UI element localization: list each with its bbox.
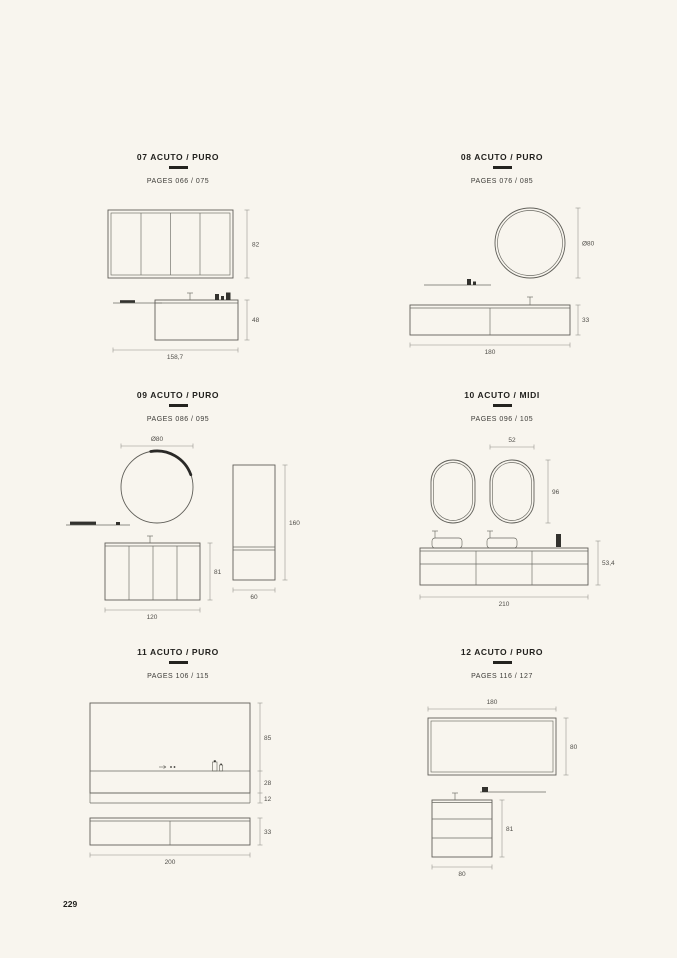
title-underline bbox=[169, 166, 188, 169]
dim-vanity-height bbox=[596, 541, 616, 585]
dim-total-width bbox=[90, 853, 250, 867]
dim-vanity-height bbox=[500, 800, 514, 857]
dimension-label: 33 bbox=[264, 829, 272, 836]
section-header bbox=[372, 647, 632, 680]
dimension-label: Ø80 bbox=[150, 436, 164, 443]
dim-total-width bbox=[410, 343, 570, 357]
mirror bbox=[108, 210, 233, 278]
shelf bbox=[66, 522, 130, 525]
product-section-10 bbox=[372, 390, 632, 635]
product-section-11 bbox=[48, 647, 308, 882]
section-title: 12 ACUTO / PURO bbox=[460, 647, 544, 657]
dimension-label: Ø80 bbox=[582, 240, 595, 248]
dim-mirror-diameter bbox=[576, 208, 595, 278]
shelf-accessories bbox=[159, 760, 223, 771]
dim-mirror-height bbox=[564, 718, 578, 775]
technical-drawing-11 bbox=[48, 695, 308, 880]
dimension-label: 82 bbox=[252, 241, 260, 249]
dim-mirror-diameter bbox=[121, 436, 193, 449]
dimension-label: 158,7 bbox=[166, 354, 184, 361]
dimension-label: 160 bbox=[289, 520, 300, 527]
vanity-unit bbox=[420, 548, 588, 585]
dimension-label: 180 bbox=[484, 349, 496, 356]
dim-vanity-height bbox=[258, 818, 272, 845]
shelf bbox=[480, 787, 546, 792]
product-section-08 bbox=[372, 152, 632, 382]
vanity-unit bbox=[90, 818, 250, 845]
dimension-label: 210 bbox=[498, 601, 510, 608]
section-header bbox=[48, 647, 308, 680]
dimension-label: 48 bbox=[252, 317, 260, 324]
dimension-label: 52 bbox=[508, 437, 516, 444]
dim-mirror-height bbox=[546, 460, 560, 523]
section-header bbox=[48, 152, 308, 185]
dimension-label: 53,4 bbox=[602, 560, 615, 567]
dimension-label: 81 bbox=[506, 826, 514, 833]
section-pages: PAGES 076 / 085 bbox=[470, 177, 534, 185]
dimension-label: 180 bbox=[486, 699, 498, 706]
mirror bbox=[428, 718, 556, 775]
dim-vanity-height bbox=[576, 305, 590, 335]
vanity-unit bbox=[410, 297, 570, 335]
dim-column-height bbox=[283, 465, 301, 580]
section-header bbox=[48, 390, 308, 423]
dim-column-width bbox=[233, 588, 275, 602]
dim-mirror-width bbox=[428, 699, 556, 712]
dimension-label: 200 bbox=[164, 859, 176, 866]
section-pages: PAGES 106 / 115 bbox=[147, 672, 209, 680]
dimension-label: 96 bbox=[552, 489, 560, 496]
basins-and-taps bbox=[432, 531, 561, 548]
section-title: 08 ACUTO / PURO bbox=[460, 152, 544, 162]
dimension-label: 81 bbox=[214, 569, 222, 576]
technical-drawing-10 bbox=[372, 433, 632, 628]
dim-vanity-height bbox=[208, 543, 222, 600]
section-header bbox=[372, 152, 632, 185]
dim-vanity-width bbox=[105, 608, 200, 622]
section-title: 09 ACUTO / PURO bbox=[136, 390, 220, 400]
technical-drawing-09 bbox=[48, 433, 308, 628]
section-header bbox=[372, 390, 632, 423]
dim-vanity-height bbox=[245, 300, 260, 340]
dim-mirror-width bbox=[490, 437, 534, 450]
dimension-label: 28 bbox=[264, 780, 272, 787]
section-pages: PAGES 096 / 105 bbox=[470, 415, 534, 423]
vanity-unit bbox=[432, 793, 492, 857]
dimension-label: 60 bbox=[250, 594, 258, 601]
section-pages: PAGES 116 / 127 bbox=[471, 672, 533, 680]
dimension-label: 80 bbox=[458, 871, 466, 878]
product-section-09 bbox=[48, 390, 308, 635]
dim-panel-heights bbox=[258, 703, 272, 803]
dim-total-width bbox=[420, 595, 588, 609]
dim-mirror-height bbox=[245, 210, 260, 278]
product-section-07 bbox=[48, 152, 308, 382]
technical-drawing-08 bbox=[372, 205, 632, 363]
technical-drawing-12 bbox=[372, 695, 632, 885]
dimension-label: 85 bbox=[264, 735, 272, 742]
section-title: 11 ACUTO / PURO bbox=[137, 647, 219, 657]
dim-total-width bbox=[113, 348, 238, 362]
title-underline bbox=[493, 404, 512, 407]
section-title: 10 ACUTO / MIDI bbox=[464, 390, 540, 400]
round-mirror bbox=[495, 208, 565, 278]
back-panel bbox=[90, 703, 250, 803]
dimension-label: 120 bbox=[146, 614, 158, 621]
title-underline bbox=[493, 166, 512, 169]
tall-column-unit bbox=[233, 465, 275, 580]
vanity-unit bbox=[155, 293, 238, 341]
product-section-12 bbox=[372, 647, 632, 882]
dim-vanity-width bbox=[432, 865, 492, 879]
technical-drawing-07 bbox=[48, 205, 308, 363]
oval-mirrors bbox=[431, 460, 534, 523]
title-underline bbox=[169, 404, 188, 407]
round-mirror bbox=[121, 451, 193, 523]
section-pages: PAGES 066 / 075 bbox=[146, 177, 210, 185]
title-underline bbox=[493, 661, 512, 664]
section-title: 07 ACUTO / PURO bbox=[136, 152, 220, 162]
dimension-label: 80 bbox=[570, 744, 578, 751]
page-number: 229 bbox=[63, 899, 78, 909]
title-underline bbox=[169, 661, 188, 664]
section-pages: PAGES 086 / 095 bbox=[146, 415, 210, 423]
dimension-label: 12 bbox=[264, 796, 272, 803]
shelf bbox=[424, 279, 491, 285]
dimension-label: 33 bbox=[582, 317, 590, 324]
vanity-unit bbox=[105, 536, 200, 600]
